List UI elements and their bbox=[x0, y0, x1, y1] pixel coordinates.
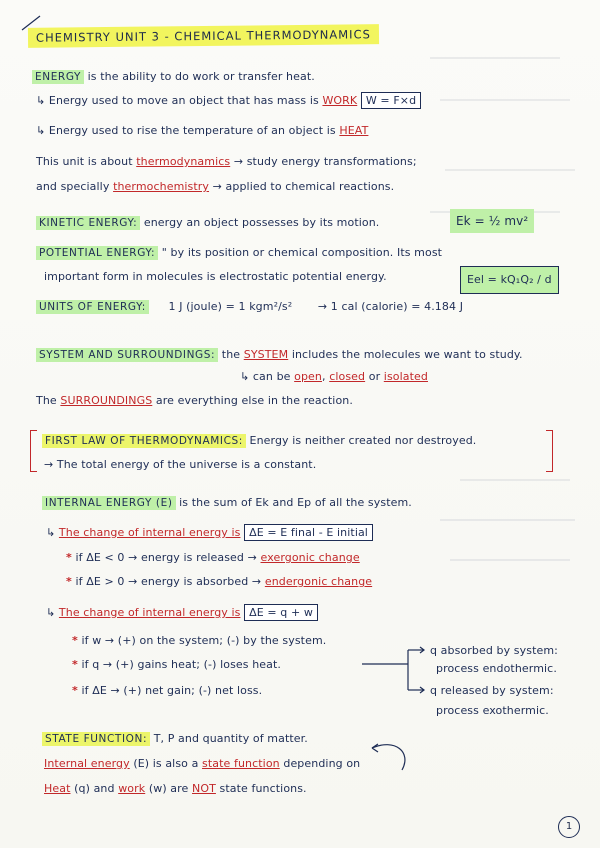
first-law-bracket-left bbox=[30, 430, 37, 472]
state-function-term: STATE FUNCTION: bbox=[42, 732, 150, 746]
first-law-line-2: → The total energy of the universe is a constant. bbox=[44, 458, 317, 471]
bullet-star-icon: * bbox=[72, 684, 78, 697]
potential-energy-line: POTENTIAL ENERGY: " by its position or chemical composition. Its most bbox=[36, 246, 442, 260]
exothermic-note-1: q released by system: bbox=[430, 684, 554, 697]
surroundings-line: The SURROUNDINGS are everything else in the reaction. bbox=[36, 394, 353, 407]
units-of-energy-line: UNITS OF ENERGY: 1 J (joule) = 1 kgm²/s² → 1 cal (calorie) = 4.184 J bbox=[36, 300, 463, 314]
change-internal-energy-line-2: ↳ The change of internal energy is ΔE = q + w bbox=[46, 606, 318, 620]
state-function-line: STATE FUNCTION: T, P and quantity of matter. bbox=[42, 732, 308, 746]
w-sign-line: * if w → (+) on the system; (-) by the system. bbox=[72, 634, 327, 647]
internal-energy-line: INTERNAL ENERGY (E) is the sum of Ek and Ep of all the system. bbox=[42, 496, 412, 510]
bullet-star-icon: * bbox=[72, 658, 78, 671]
thermodynamics-line: This unit is about thermodynamics → study energy transformations; bbox=[36, 155, 417, 168]
negative-delta-e-line: * if ΔE < 0 → energy is released → exergonic change bbox=[66, 551, 360, 564]
exothermic-note-2: process exothermic. bbox=[436, 704, 549, 717]
kinetic-energy-line: KINETIC ENERGY: energy an object possesses by its motion. bbox=[36, 216, 379, 230]
q-plus-w-formula-box: ΔE = q + w bbox=[244, 604, 318, 621]
energy-term: ENERGY bbox=[32, 70, 84, 84]
bullet-star-icon: * bbox=[72, 634, 78, 647]
work-formula-box: W = F×d bbox=[361, 92, 421, 109]
potential-term: POTENTIAL ENERGY: bbox=[36, 246, 158, 260]
thermochemistry-line: and specially thermochemistry → applied to chemical reactions. bbox=[36, 180, 395, 193]
page-number: 1 bbox=[558, 816, 580, 838]
kinetic-formula: Ek = ½ mv² bbox=[450, 209, 534, 233]
internal-energy-state-line: Internal energy (E) is also a state function depending on bbox=[44, 757, 361, 770]
change-internal-energy-line: ↳ The change of internal energy is ΔE = E final - E initial bbox=[46, 526, 373, 540]
heat-work-line: Heat (q) and work (w) are NOT state functions. bbox=[44, 782, 307, 795]
positive-delta-e-line: * if ΔE > 0 → energy is absorbed → endergonic change bbox=[66, 575, 373, 588]
bullet-star-icon: * bbox=[66, 575, 72, 588]
system-term: SYSTEM AND SURROUNDINGS: bbox=[36, 348, 218, 362]
page-title: CHEMISTRY UNIT 3 - CHEMICAL THERMODYNAMICS bbox=[28, 24, 379, 48]
q-sign-line: * if q → (+) gains heat; (-) loses heat. bbox=[72, 658, 282, 671]
delta-e-formula-box: ΔE = E final - E initial bbox=[244, 524, 373, 541]
kinetic-term: KINETIC ENERGY: bbox=[36, 216, 140, 230]
endothermic-note-2: process endothermic. bbox=[436, 662, 557, 675]
first-law-line: FIRST LAW OF THERMODYNAMICS: Energy is neither created nor destroyed. bbox=[42, 434, 476, 448]
bullet-star-icon: * bbox=[66, 551, 72, 564]
system-line: SYSTEM AND SURROUNDINGS: the SYSTEM includes the molecules we want to study. bbox=[36, 348, 523, 362]
first-law-bracket-right bbox=[546, 430, 553, 472]
electrostatic-formula: Eel = kQ₁Q₂ / d bbox=[460, 266, 559, 294]
units-term: UNITS OF ENERGY: bbox=[36, 300, 149, 314]
system-types-line: ↳ can be open, closed or isolated bbox=[240, 370, 428, 383]
potential-energy-line-2: important form in molecules is electrostatic potential energy. bbox=[44, 270, 387, 283]
first-law-term: FIRST LAW OF THERMODYNAMICS: bbox=[42, 434, 246, 448]
endothermic-note-1: q absorbed by system: bbox=[430, 644, 558, 657]
internal-energy-term: INTERNAL ENERGY (E) bbox=[42, 496, 176, 510]
energy-heat-line: ↳ Energy used to rise the temperature of an object is HEAT bbox=[36, 124, 369, 137]
energy-work-line: ↳ Energy used to move an object that has mass is WORK W = F×d bbox=[36, 94, 421, 108]
energy-definition: ENERGY is the ability to do work or transfer heat. bbox=[32, 70, 315, 84]
delta-e-sign-line: * if ΔE → (+) net gain; (-) net loss. bbox=[72, 684, 263, 697]
